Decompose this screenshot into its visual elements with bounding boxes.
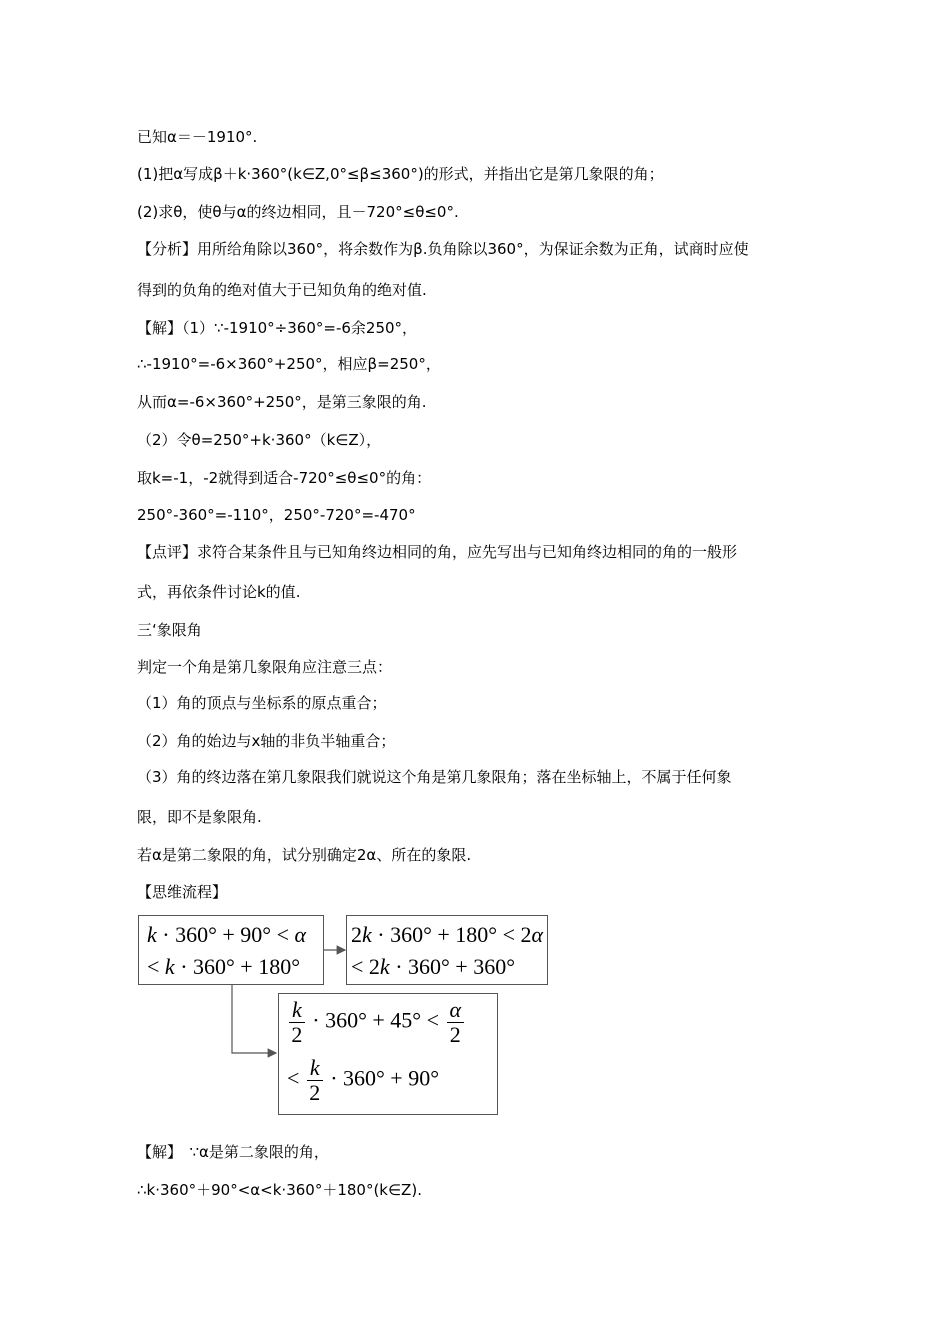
given-alpha: 已知α＝－1910°. bbox=[137, 128, 258, 146]
solution-line-4: （2）令θ=250°+k·360°（k∈Z）， bbox=[137, 431, 382, 449]
arrow-box1-to-box3 bbox=[232, 984, 276, 1053]
box1-row1: k · 360° + 90° < α bbox=[147, 922, 307, 947]
box1-row2: < k · 360° + 180° bbox=[147, 954, 301, 979]
rule-3-line-1: （3）角的终边落在第几象限我们就说这个角是第几象限角；落在坐标轴上，不属于任何象 bbox=[137, 768, 732, 786]
box2-row2: < 2k · 360° + 360° bbox=[351, 954, 516, 979]
solution-line-6: 250°-360°=-110°，250°-720°=-470° bbox=[137, 506, 416, 524]
box3-row2: < $\frac{k}{2}$ · 360° + 90° bbox=[287, 1055, 440, 1105]
rule-2: （2）角的始边与x轴的非负半轴重合； bbox=[137, 732, 396, 750]
fraction-k-over-2: $\frac{k}{2}$ bbox=[307, 1056, 323, 1105]
rule-intro: 判定一个角是第几象限角应注意三点： bbox=[137, 658, 393, 676]
comment-line-2: 式，再依条件讨论k的值. bbox=[137, 583, 301, 601]
solution-line-5: 取k=-1，-2就得到适合-720°≤θ≤0°的角： bbox=[137, 469, 432, 487]
rule-3-line-2: 限，即不是象限角. bbox=[137, 808, 262, 826]
rule-1: （1）角的顶点与坐标系的原点重合； bbox=[137, 694, 387, 712]
fraction-alpha-over-2: $\frac{\alpha}{2}$ bbox=[447, 998, 465, 1047]
flow-box-2 bbox=[346, 915, 548, 985]
section-heading: 三‘象限角 bbox=[137, 621, 202, 639]
example-question: 若α是第二象限的角，试分别确定2α、所在的象限. bbox=[137, 846, 472, 864]
flow-box-3 bbox=[278, 993, 498, 1115]
flow-box-1 bbox=[138, 915, 324, 985]
box2-row1: 2k · 360° + 180° < 2α bbox=[351, 922, 544, 947]
fraction-k-over-2: $\frac{k}{2}$ bbox=[289, 998, 305, 1047]
analysis-line-1: 【分析】用所给角除以360°，将余数作为β.负角除以360°，为保证余数为正角，试商时应使 bbox=[137, 240, 749, 258]
box3-row1: $\frac{k}{2}$ · 360° + 45° < $\frac{\alpha}{2}$ bbox=[287, 998, 466, 1047]
question-1: (1)把α写成β＋k·360°(k∈Z,0°≤β≤360°)的形式，并指出它是第几象限的角； bbox=[137, 165, 664, 183]
solution-line-2: ∴-1910°=-6×360°+250°，相应β=250°， bbox=[137, 355, 441, 373]
comment-line-1: 【点评】求符合某条件且与已知角终边相同的角，应先写出与已知角终边相同的角的一般形 bbox=[137, 543, 738, 561]
analysis-line-2: 得到的负角的绝对值大于已知负角的绝对值. bbox=[137, 281, 427, 299]
answer-line-2: ∴k·360°＋90°<α<k·360°＋180°(k∈Z). bbox=[137, 1181, 422, 1199]
solution-line-3: 从而α=-6×360°+250°，是第三象限的角. bbox=[137, 393, 427, 411]
solution-line-1: 【解】（1）∵-1910°÷360°=-6余250°， bbox=[137, 319, 418, 337]
question-2: (2)求θ，使θ与α的终边相同，且－720°≤θ≤0°. bbox=[137, 203, 459, 221]
flow-heading: 【思维流程】 bbox=[137, 883, 228, 901]
answer-line-1: 【解】 ∵α是第二象限的角， bbox=[137, 1143, 329, 1161]
